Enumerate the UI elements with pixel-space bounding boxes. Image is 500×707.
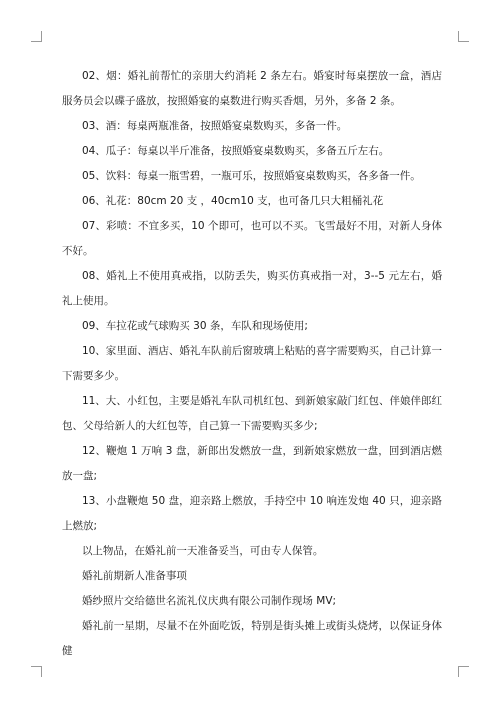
crop-mark-top-right xyxy=(458,31,469,42)
crop-mark-bottom-left xyxy=(31,666,42,677)
crop-mark-bottom-right xyxy=(458,666,469,677)
paragraph-10-xi-stickers: 10、家里面、酒店、婚礼车队前后窗玻璃上粘贴的喜字需要购买，自己计算一下需要多少。 xyxy=(62,345,442,382)
paragraph-11-red-envelopes: 11、大、小红包，主要是婚礼车队司机红包、到新娘家敲门红包、伴娘伴郎红包、父母给新人的大红包等，自己算一下需要购买多少; xyxy=(62,395,442,432)
paragraph-02-cigarettes: 02、烟：婚礼前帮忙的亲朋大约消耗 2 条左右。婚宴时每桌摆放一盒，酒店服务员会以碟子盛放，按照婚宴的桌数进行购买香烟，另外，多备 2 条。 xyxy=(62,70,442,107)
paragraph-13-small-firecrackers: 13、小盘鞭炮 50 盘，迎亲路上燃放，手持空中 10 响连发炮 40 只，迎亲路上燃放; xyxy=(62,495,442,532)
paragraph-09-car-ribbons: 09、车拉花或气球购买 30 条，车队和现场使用; xyxy=(81,320,308,332)
paragraph-12-firecrackers: 12、鞭炮 1 万响 3 盘，新郎出发燃放一盘，到新娘家燃放一盘，回到酒店燃放一盘; xyxy=(62,445,442,482)
paragraph-week-before: 婚礼前一星期，尽量不在外面吃饭，特别是街头摊上或街头烧烤，以保证身体健 xyxy=(62,620,442,657)
document-body xyxy=(62,64,442,664)
crop-mark-top-left xyxy=(31,31,42,42)
paragraph-08-ring: 08、婚礼上不使用真戒指，以防丢失，购买仿真戒指一对，3--5 元左右，婚礼上使用。 xyxy=(62,270,442,307)
paragraph-07-color-spray: 07、彩喷：不宜多买，10 个即可，也可以不买。飞雪最好不用，对新人身体不好。 xyxy=(62,220,442,257)
paragraph-04-melon-seeds: 04、瓜子：每桌以半斤准备，按照婚宴桌数购买，多备五斤左右。 xyxy=(81,145,390,157)
paragraph-summary: 以上物品，在婚礼前一天准备妥当，可由专人保管。 xyxy=(81,545,324,557)
paragraph-wedding-photos: 婚纱照片交给德世名流礼仪庆典有限公司制作现场 MV; xyxy=(81,595,337,607)
paragraph-05-drinks: 05、饮料：每桌一瓶雪碧，一瓶可乐，按照婚宴桌数购买，各多备一件。 xyxy=(81,170,421,182)
paragraph-06-fireworks: 06、礼花：80cm 20 支 ，40cm10 支，也可备几只大粗桶礼花 xyxy=(81,195,384,207)
paragraph-03-wine: 03、酒：每桌两瓶准备，按照婚宴桌数购买，多备一件。 xyxy=(81,120,348,132)
section-heading: 婚礼前期新人准备事项 xyxy=(81,570,187,582)
